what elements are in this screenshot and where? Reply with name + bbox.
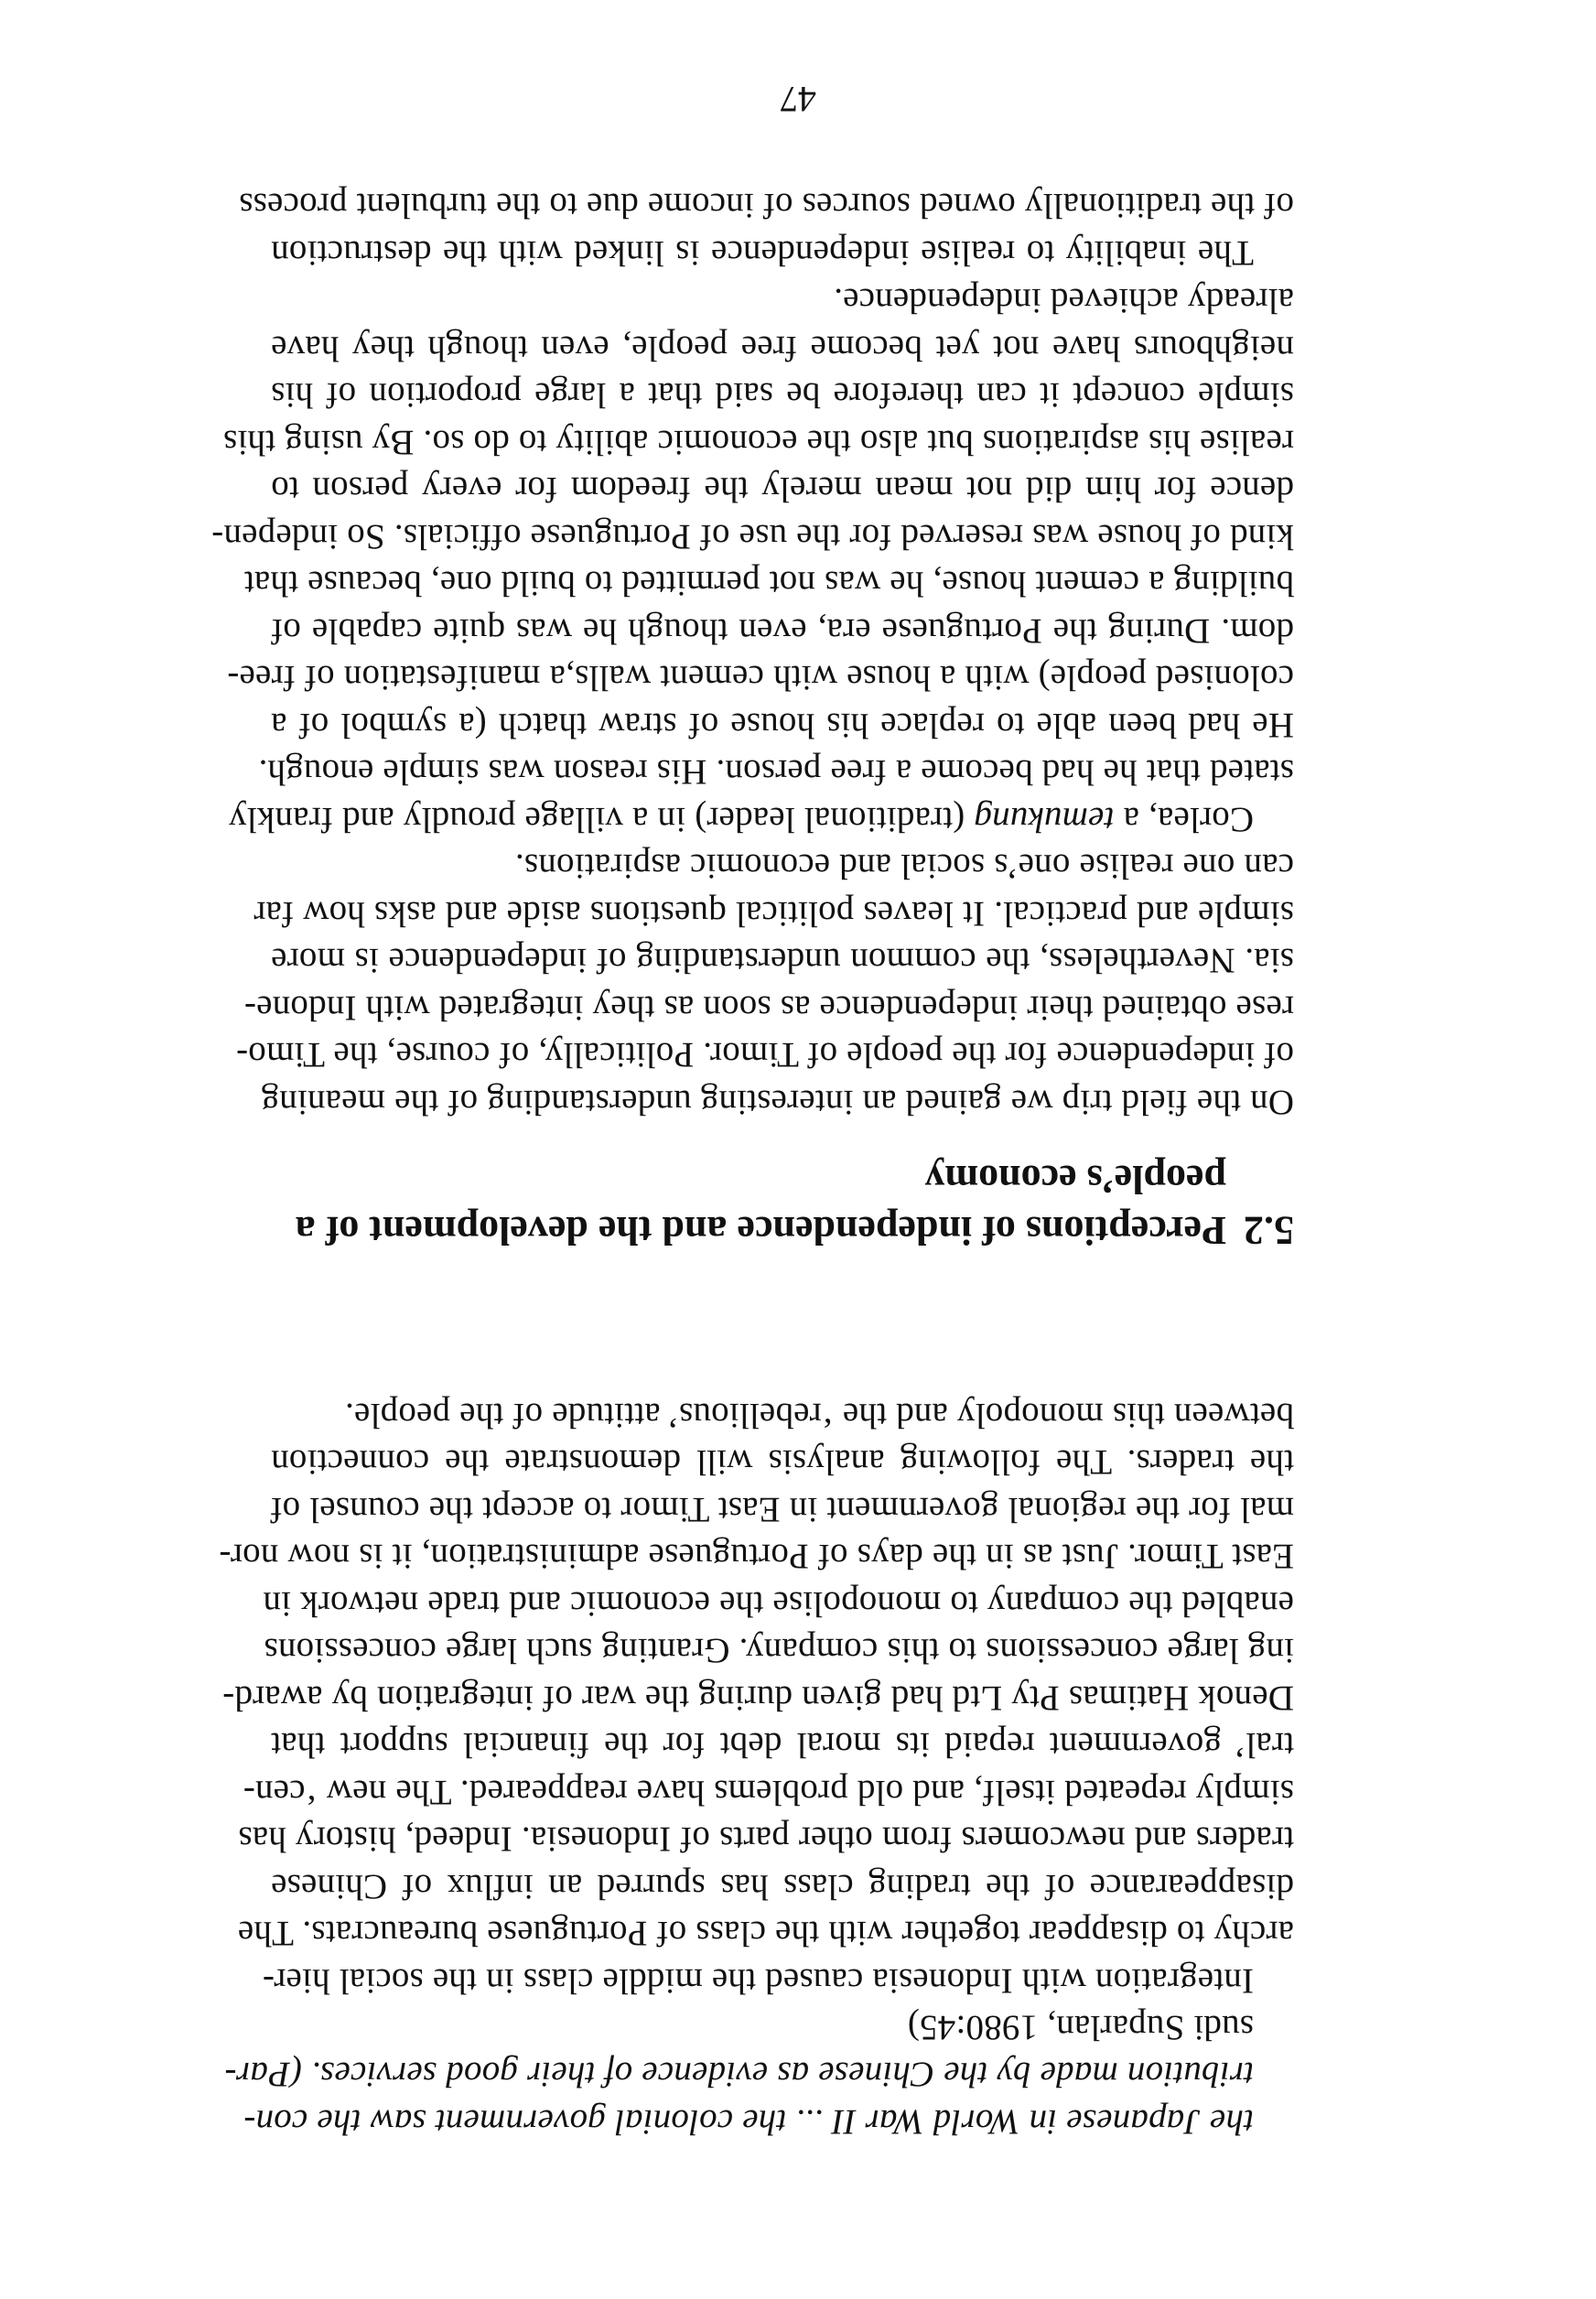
text-line: already achieved independence. <box>834 281 1294 321</box>
text-line: On the field trip we gained an interesting understanding of the meaning <box>261 1083 1294 1122</box>
quote-citation: sudi Suparlan, 1980:45) <box>907 2008 1254 2047</box>
text-line: of the traditionally owned sources of income due to the turbulent process <box>239 186 1294 226</box>
text-line: dom. During the Portuguese era, even though he was quite capable of <box>271 611 1294 651</box>
paragraph-corlea <box>211 277 1294 843</box>
text-line: traders and newcomers from other parts of Indonesia. Indeed, history has <box>238 1819 1294 1860</box>
corlea-name: Corlea, a <box>1123 800 1254 839</box>
text-line: mal for the regional government in East Timor to accept the counsel of <box>270 1490 1294 1529</box>
text-line: East Timor. Just as in the days of Portuguese administration, it is now nor- <box>219 1537 1294 1577</box>
text-line: sia. Nevertheless, the common understanding of independence is more <box>271 941 1294 981</box>
quote-line: tribution made by the Chinese as evidence of their good services. (Par- <box>224 2055 1254 2095</box>
text-line: ing large concessions to this company. Granting such large concessions <box>264 1631 1294 1671</box>
text-line: simply repeated itself, and old problems have reappeared. The new ‘cen- <box>243 1773 1294 1812</box>
section-heading <box>271 1153 1294 1256</box>
text-line: tral’ government repaid its moral debt for the financial support that <box>271 1725 1294 1765</box>
text-line: neighbours have not yet become free people, even though they have <box>271 329 1294 368</box>
section-title: Perceptions of independence and the development of a <box>295 1208 1226 1253</box>
text-line: the traders. The following analysis will demonstrate the connection <box>271 1442 1294 1483</box>
text-line: simple and practical. It leaves political questions aside and asks how far <box>253 894 1294 934</box>
text-line: dence for him did not mean merely the freedom for every person to <box>271 470 1294 510</box>
section-heading-line <box>271 1204 1294 1256</box>
text-line: simple concept it can therefore be said that a large proportion of his <box>271 375 1294 416</box>
block-quote <box>224 2004 1294 2146</box>
paragraph-integration <box>219 1392 1294 2005</box>
text-line: of independence for the people of Timor. Politically, of course, the Timo- <box>235 1035 1294 1075</box>
text-line: kind of house was reserved for the use of Portuguese officials. So indepen- <box>211 517 1294 556</box>
paragraph-field-trip <box>235 843 1294 1126</box>
text-line: building a cement house, he was not permitted to build one, because that <box>243 564 1294 604</box>
text-line: The inability to realise independence is linked with the destruction <box>271 233 1254 273</box>
corlea-rest: (traditional leader) in a village proudly and frankly <box>228 800 965 839</box>
text-line: Denok Hatimas Pty Ltd had given during the war of integration by award- <box>222 1678 1294 1718</box>
text-line: realise his aspirations but also the economic ability to do so. By using this <box>222 423 1294 462</box>
section-title-continued: people’s economy <box>924 1157 1226 1202</box>
text-line: can one realise one’s social and economic aspirations. <box>514 847 1294 887</box>
text-line: archy to disappear together with the class of Portuguese bureaucrats. The <box>237 1914 1294 1954</box>
page-number: 47 <box>780 79 816 120</box>
term-temukung: temukung <box>974 800 1115 839</box>
text-line: colonised people) with a house with cement walls,a manifestation of free- <box>227 658 1294 698</box>
paragraph-inability <box>239 182 1294 276</box>
text-line: disappearance of the trading class has spurred an influx of Chinese <box>271 1867 1294 1906</box>
text-line: between this monopoly and the ‘rebellious’ attitude of the people. <box>344 1396 1294 1435</box>
text-line: stated that he had become a free person. His reason was simple enough. <box>258 752 1294 793</box>
text-line <box>228 796 1294 844</box>
text-line: enabled the company to monopolise the economic and trade network in <box>263 1584 1294 1624</box>
text-line: He had been able to replace his house of straw thatch (a symbol of a <box>271 706 1294 745</box>
text-line: rese obtained their independence as soon as they integrated with Indone- <box>243 988 1294 1028</box>
quote-line: the Japanese in World War II ... the colonial government saw the con- <box>243 2102 1254 2142</box>
text-line: Integration with Indonesia caused the middle class in the social hier- <box>262 1961 1254 2001</box>
section-number: 5.2 <box>1244 1208 1294 1253</box>
